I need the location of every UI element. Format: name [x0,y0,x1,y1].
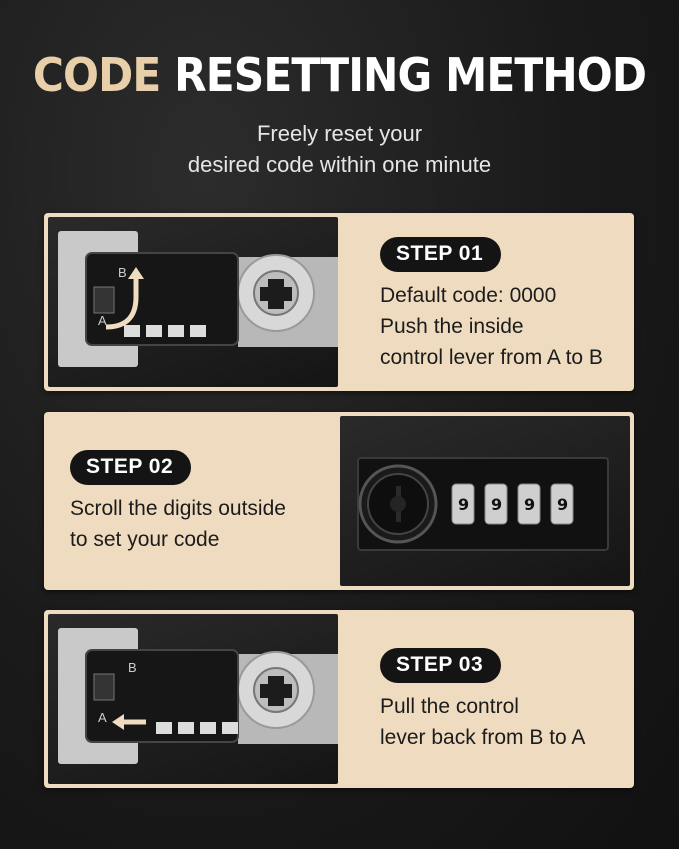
subtitle-line-2: desired code within one minute [187,152,492,177]
svg-text:9: 9 [524,495,536,514]
dial-4-icon[interactable] [551,484,573,524]
step-line: Default code: 0000 [380,284,557,307]
step-2-text [70,450,286,555]
step-badge: STEP 01 [380,237,501,272]
dial-1-icon[interactable] [452,484,474,524]
label-a: A [98,313,107,328]
page-title [27,48,652,102]
lock-interior-image-step1 [48,217,338,387]
svg-text:9: 9 [557,495,569,514]
dial-3-icon[interactable] [518,484,540,524]
step-1-text [380,237,603,373]
step-badge: STEP 02 [70,450,191,485]
step-line: lever back from B to A [380,726,586,749]
label-a: A [98,710,107,725]
title-word-code: CODE [32,48,161,102]
step-line: Push the inside [380,315,524,338]
step-card-3 [44,610,634,788]
lock-interior-image-step3 [48,614,338,784]
step-line: to set your code [70,528,220,551]
svg-text:9: 9 [458,495,470,514]
svg-text:9: 9 [491,495,503,514]
step-3-text [380,648,585,753]
step-line: Scroll the digits outside [70,497,286,520]
title-word-resetting-method: RESETTING METHOD [174,48,647,102]
step-card-2 [44,412,634,590]
step-line: control lever from A to B [380,346,603,369]
dial-2-icon[interactable] [485,484,507,524]
label-b: B [128,660,137,675]
step-badge: STEP 03 [380,648,501,683]
step-line: Pull the control [380,695,519,718]
lock-exterior-image-step2 [340,416,630,586]
step-card-1 [44,213,634,391]
label-b: B [118,265,127,280]
subtitle-line-1: Freely reset your [256,121,423,146]
